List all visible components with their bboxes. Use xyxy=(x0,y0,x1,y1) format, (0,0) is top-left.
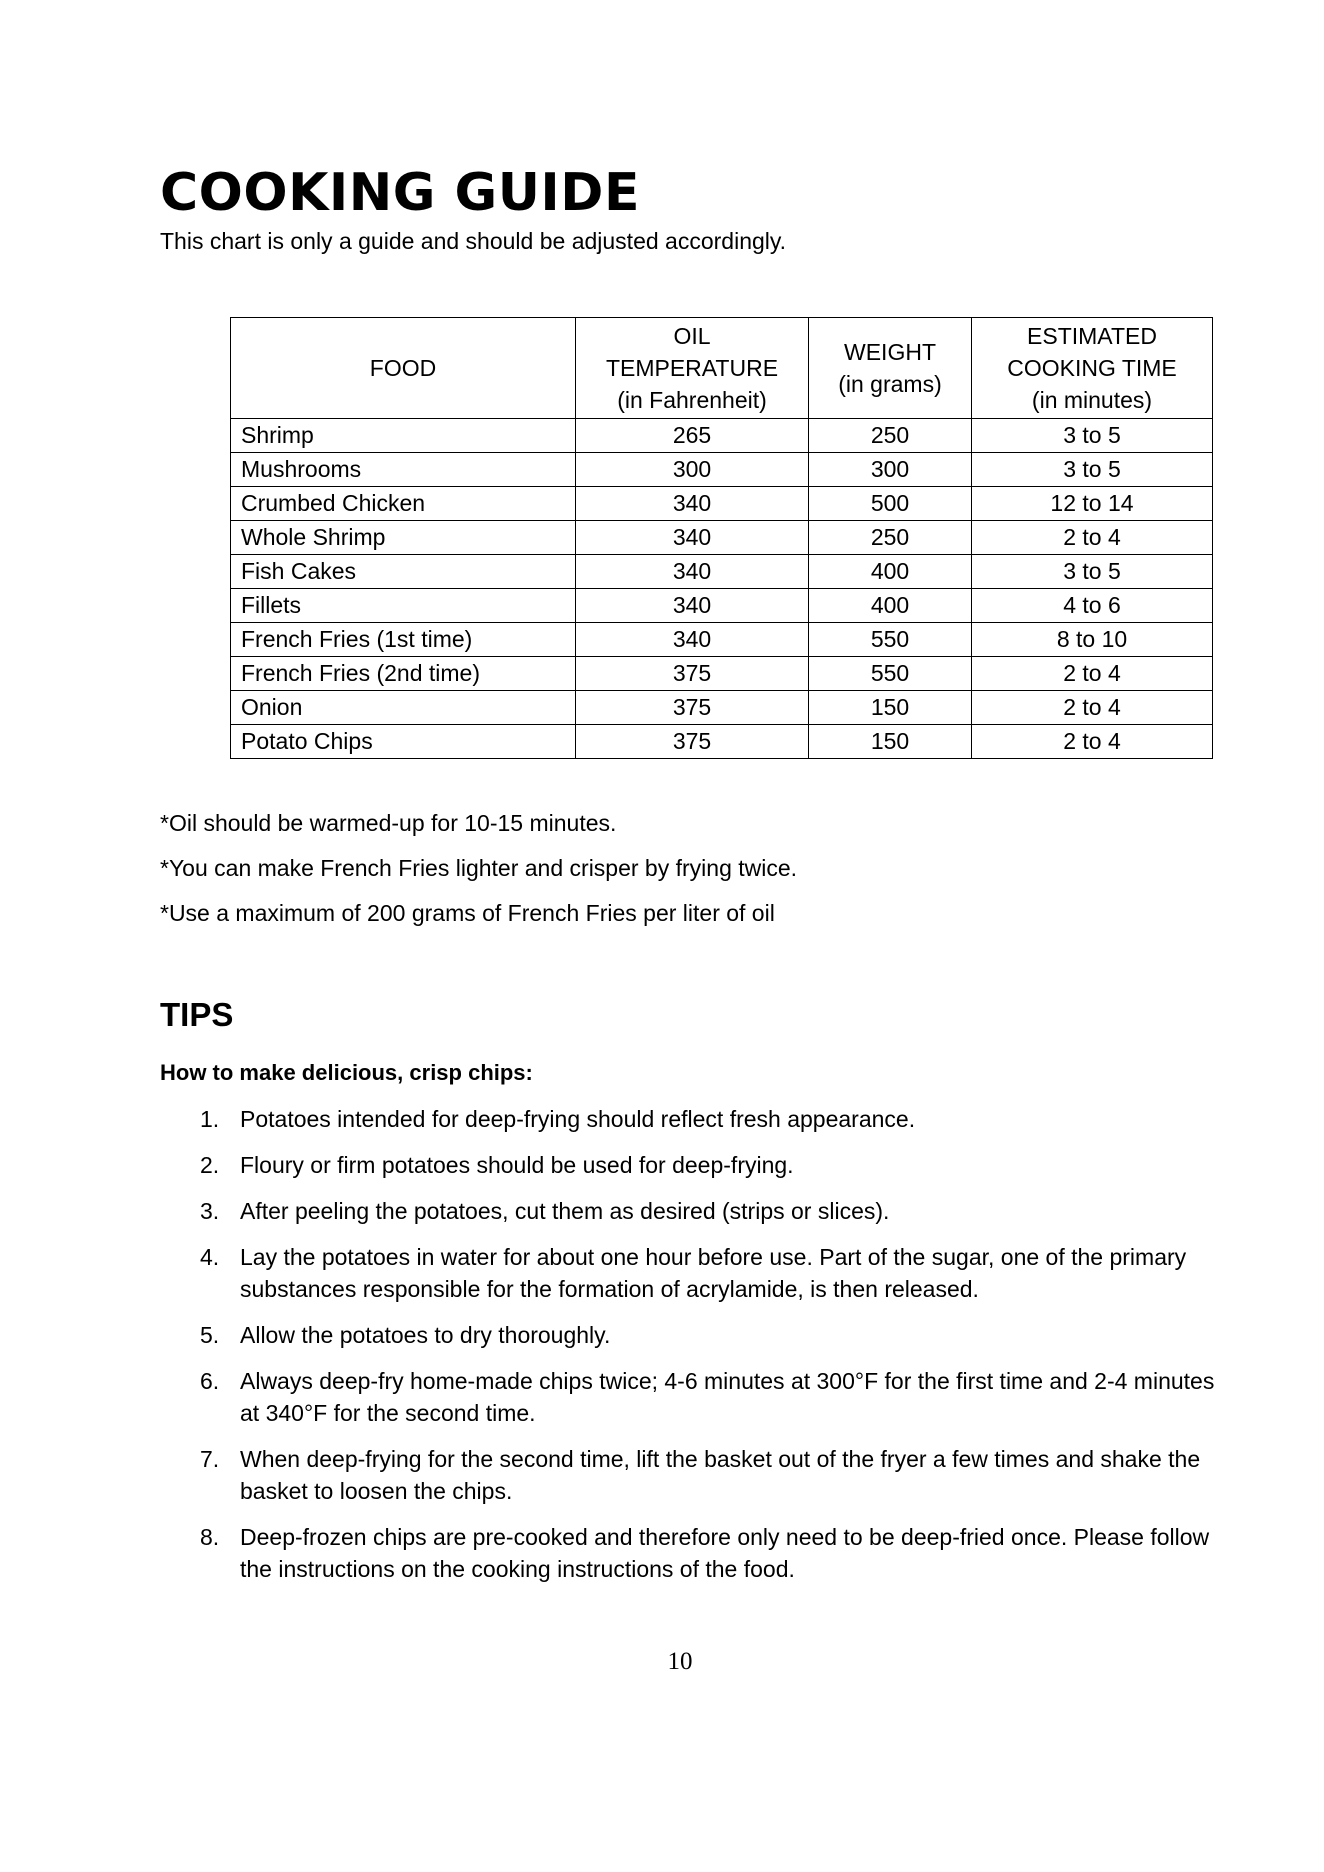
cooking-guide-table xyxy=(230,317,1213,759)
header-time-line1: ESTIMATED xyxy=(1027,323,1157,349)
list-item-text: Potatoes intended for deep-frying should reflect fresh appearance. xyxy=(240,1106,916,1132)
table-row xyxy=(231,453,1213,487)
cell-food: Shrimp xyxy=(231,419,576,453)
cell-weight: 250 xyxy=(809,419,972,453)
list-item-text: Allow the potatoes to dry thoroughly. xyxy=(240,1322,611,1348)
cell-time: 2 to 4 xyxy=(972,521,1213,555)
cell-food: Fillets xyxy=(231,589,576,623)
cell-weight: 150 xyxy=(809,725,972,759)
cell-oil: 265 xyxy=(576,419,809,453)
cell-food: French Fries (2nd time) xyxy=(231,657,576,691)
list-item-number: 7. xyxy=(200,1446,220,1472)
cell-time: 2 to 4 xyxy=(972,725,1213,759)
table-row xyxy=(231,589,1213,623)
cell-weight: 400 xyxy=(809,555,972,589)
cell-oil: 300 xyxy=(576,453,809,487)
cell-weight: 550 xyxy=(809,657,972,691)
cell-weight: 300 xyxy=(809,453,972,487)
cell-time: 4 to 6 xyxy=(972,589,1213,623)
header-food: FOOD xyxy=(231,318,576,419)
cell-time: 12 to 14 xyxy=(972,487,1213,521)
cell-time: 2 to 4 xyxy=(972,691,1213,725)
table-row xyxy=(231,487,1213,521)
cell-food: Onion xyxy=(231,691,576,725)
header-oil-temperature xyxy=(576,318,809,419)
header-weight-line1: WEIGHT xyxy=(844,339,936,365)
cell-food: Potato Chips xyxy=(231,725,576,759)
header-time-line2: COOKING TIME xyxy=(1007,355,1177,381)
cell-oil: 375 xyxy=(576,725,809,759)
page-number: 10 xyxy=(667,1648,693,1675)
cell-weight: 550 xyxy=(809,623,972,657)
cell-weight: 150 xyxy=(809,691,972,725)
cell-food: Mushrooms xyxy=(231,453,576,487)
list-item xyxy=(160,1319,1220,1351)
cell-weight: 400 xyxy=(809,589,972,623)
cell-food: Whole Shrimp xyxy=(231,521,576,555)
cell-oil: 340 xyxy=(576,487,809,521)
list-item-text: Deep-frozen chips are pre-cooked and therefore only need to be deep-fried once. Please follow the instructions on the cooking instructions of the food. xyxy=(240,1524,1210,1582)
list-item-number: 2. xyxy=(200,1152,220,1178)
list-item-number: 5. xyxy=(200,1322,220,1348)
page-subtitle: This chart is only a guide and should be adjusted accordingly. xyxy=(160,228,787,254)
header-cooking-time xyxy=(972,318,1213,419)
cell-time: 3 to 5 xyxy=(972,555,1213,589)
notes-section xyxy=(160,808,797,943)
table-row xyxy=(231,691,1213,725)
list-item-text: Floury or firm potatoes should be used for deep-frying. xyxy=(240,1152,794,1178)
tips-subheading: How to make delicious, crisp chips: xyxy=(160,1060,533,1085)
cell-oil: 340 xyxy=(576,555,809,589)
header-time-line3: (in minutes) xyxy=(1031,387,1153,413)
list-item-number: 1. xyxy=(200,1106,220,1132)
list-item xyxy=(160,1149,1220,1181)
list-item xyxy=(160,1365,1220,1429)
header-oil-line1: OIL xyxy=(673,323,711,349)
list-item-number: 4. xyxy=(200,1244,220,1270)
cell-oil: 375 xyxy=(576,657,809,691)
header-weight-line2: (in grams) xyxy=(838,371,942,397)
note-item: *Use a maximum of 200 grams of French Fries per liter of oil xyxy=(160,900,775,926)
tips-heading: TIPS xyxy=(160,996,234,1033)
table-row xyxy=(231,725,1213,759)
list-item-number: 6. xyxy=(200,1368,220,1394)
list-item-text: Lay the potatoes in water for about one hour before use. Part of the sugar, one of the primary substances responsible for the formation of acrylamide, is then released. xyxy=(240,1244,1187,1302)
cell-weight: 500 xyxy=(809,487,972,521)
list-item xyxy=(160,1103,1220,1135)
list-item xyxy=(160,1443,1220,1507)
cell-oil: 340 xyxy=(576,589,809,623)
table-row xyxy=(231,657,1213,691)
cell-oil: 340 xyxy=(576,623,809,657)
cell-food: French Fries (1st time) xyxy=(231,623,576,657)
cell-time: 2 to 4 xyxy=(972,657,1213,691)
cell-oil: 340 xyxy=(576,521,809,555)
cell-time: 3 to 5 xyxy=(972,453,1213,487)
header-weight xyxy=(809,318,972,419)
page-title: COOKING GUIDE xyxy=(160,163,640,223)
list-item-text: When deep-frying for the second time, lift the basket out of the fryer a few times and shake the basket to loosen the chips. xyxy=(240,1446,1201,1504)
table-row xyxy=(231,623,1213,657)
cell-time: 8 to 10 xyxy=(972,623,1213,657)
cell-food: Fish Cakes xyxy=(231,555,576,589)
cell-time: 3 to 5 xyxy=(972,419,1213,453)
note-item: *Oil should be warmed-up for 10-15 minutes. xyxy=(160,810,617,836)
header-oil-line3: (in Fahrenheit) xyxy=(617,387,767,413)
note-item: *You can make French Fries lighter and crisper by frying twice. xyxy=(160,855,798,881)
table-row xyxy=(231,419,1213,453)
cell-food: Crumbed Chicken xyxy=(231,487,576,521)
list-item xyxy=(160,1195,1220,1227)
list-item-text: After peeling the potatoes, cut them as desired (strips or slices). xyxy=(240,1198,890,1224)
table-header-row xyxy=(231,318,1213,419)
cell-weight: 250 xyxy=(809,521,972,555)
list-item xyxy=(160,1241,1220,1305)
list-item-text: Always deep-fry home-made chips twice; 4-6 minutes at 300°F for the first time and 2-4 minutes at 340°F for the second time. xyxy=(240,1368,1215,1426)
list-item-number: 8. xyxy=(200,1524,220,1550)
list-item xyxy=(160,1521,1220,1585)
tips-list xyxy=(160,1103,1220,1599)
table-row xyxy=(231,521,1213,555)
cell-oil: 375 xyxy=(576,691,809,725)
header-oil-line2: TEMPERATURE xyxy=(605,355,779,381)
list-item-number: 3. xyxy=(200,1198,220,1224)
table-row xyxy=(231,555,1213,589)
